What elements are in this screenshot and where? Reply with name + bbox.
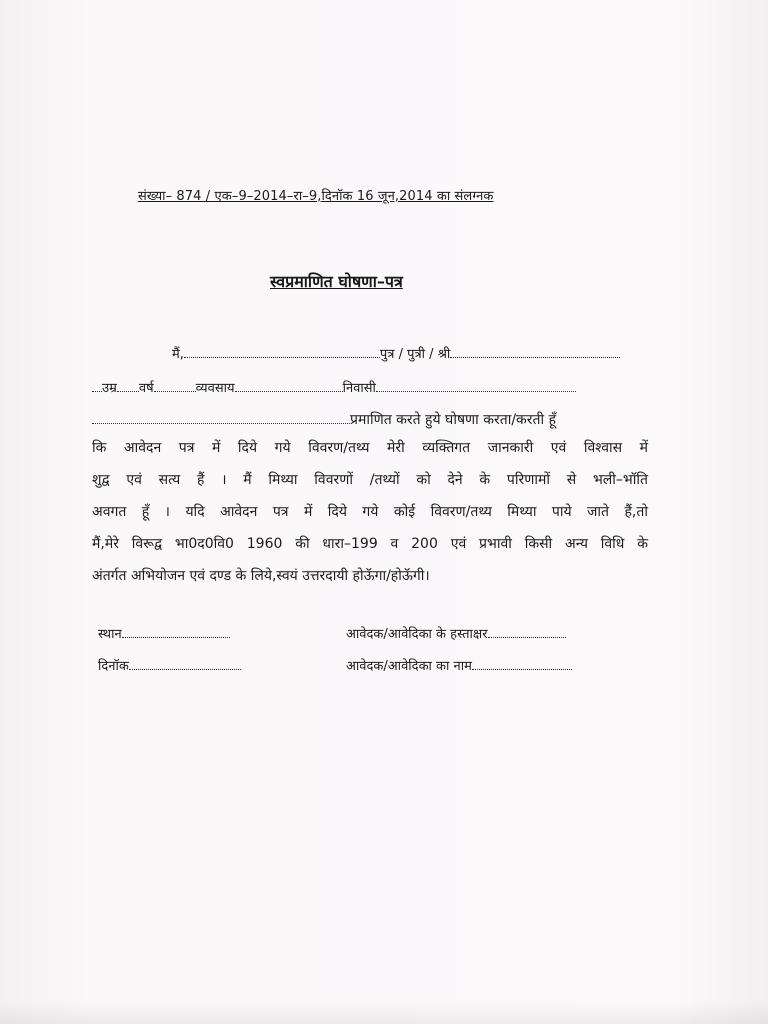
- applicant-name-label: आवेदक/आवेदिका का नाम: [346, 659, 472, 674]
- address-blank: [92, 411, 350, 424]
- father-name-blank: [450, 345, 620, 358]
- paragraph-line: मैं,मेरे विरूद्व भा0द0वि0 1960 की धारा–199 व 200 एवं प्रभावी किसी अन्य विधि के: [92, 536, 648, 552]
- paragraph-line: अंतर्गत अभियोजन एवं दण्ड के लिये,स्वयं उत्तरदायी होऊॅगा/होऊॅगी।: [92, 568, 430, 584]
- declaration-paragraph: [92, 432, 648, 592]
- age-label: उम्र: [102, 381, 117, 396]
- signature-field: [346, 624, 566, 642]
- paragraph-line: अवगत हूँ । यदि आवेदन पत्र में दिये गये कोई विवरण/तथ्य मिथ्या पाये जाते हैं,तो: [92, 504, 648, 520]
- residence-blank: [376, 379, 576, 392]
- signature-blank: [488, 625, 566, 638]
- relation-label: पुत्र / पुत्री / श्री: [379, 347, 451, 362]
- declarant-line: [172, 344, 620, 362]
- lead-blank: [92, 379, 102, 392]
- reference-line: [138, 186, 598, 204]
- paragraph-line: कि आवेदन पत्र में दिये गये विवरण/तथ्य मेरी व्यक्तिगत जानकारी एवं विश्वास में: [92, 440, 648, 456]
- place-field: [98, 624, 230, 642]
- year-label: वर्ष: [138, 381, 154, 396]
- document-title: स्वप्रमाणित घोषणा–पत्र: [270, 272, 403, 291]
- occupation-label: व्यवसाय: [195, 381, 235, 396]
- date-label: दिनॉक: [98, 659, 129, 674]
- applicant-name-blank: [472, 657, 572, 670]
- reference-text: संख्या– 874 / एक–9–2014–रा–9,दिनॉक 16 जून,2014 का संलग्नक: [138, 189, 494, 204]
- date-blank: [129, 657, 241, 670]
- occupation-blank: [235, 379, 343, 392]
- place-label: स्थान: [98, 627, 122, 642]
- place-blank: [122, 625, 230, 638]
- details-line: [92, 378, 576, 396]
- date-field: [98, 656, 241, 674]
- declarant-prefix: मैं,: [172, 347, 184, 362]
- resident-label: निवासी: [342, 381, 376, 396]
- year-blank: [154, 379, 196, 392]
- age-blank: [117, 379, 139, 392]
- name-blank: [184, 345, 380, 358]
- certify-line: [92, 410, 556, 429]
- applicant-name-field: [346, 656, 572, 674]
- certify-text: प्रमाणित करते हुये घोषणा करता/करती हूँ: [350, 412, 557, 428]
- signature-label: आवेदक/आवेदिका के हस्ताक्षर: [346, 627, 488, 642]
- scan-edge-shadow: [0, 1000, 768, 1024]
- paragraph-line: शुद्व एवं सत्य हैं । मैं मिथ्या विवरणों /तथ्यों को देने के परिणामों से भली–भॉति: [92, 472, 648, 488]
